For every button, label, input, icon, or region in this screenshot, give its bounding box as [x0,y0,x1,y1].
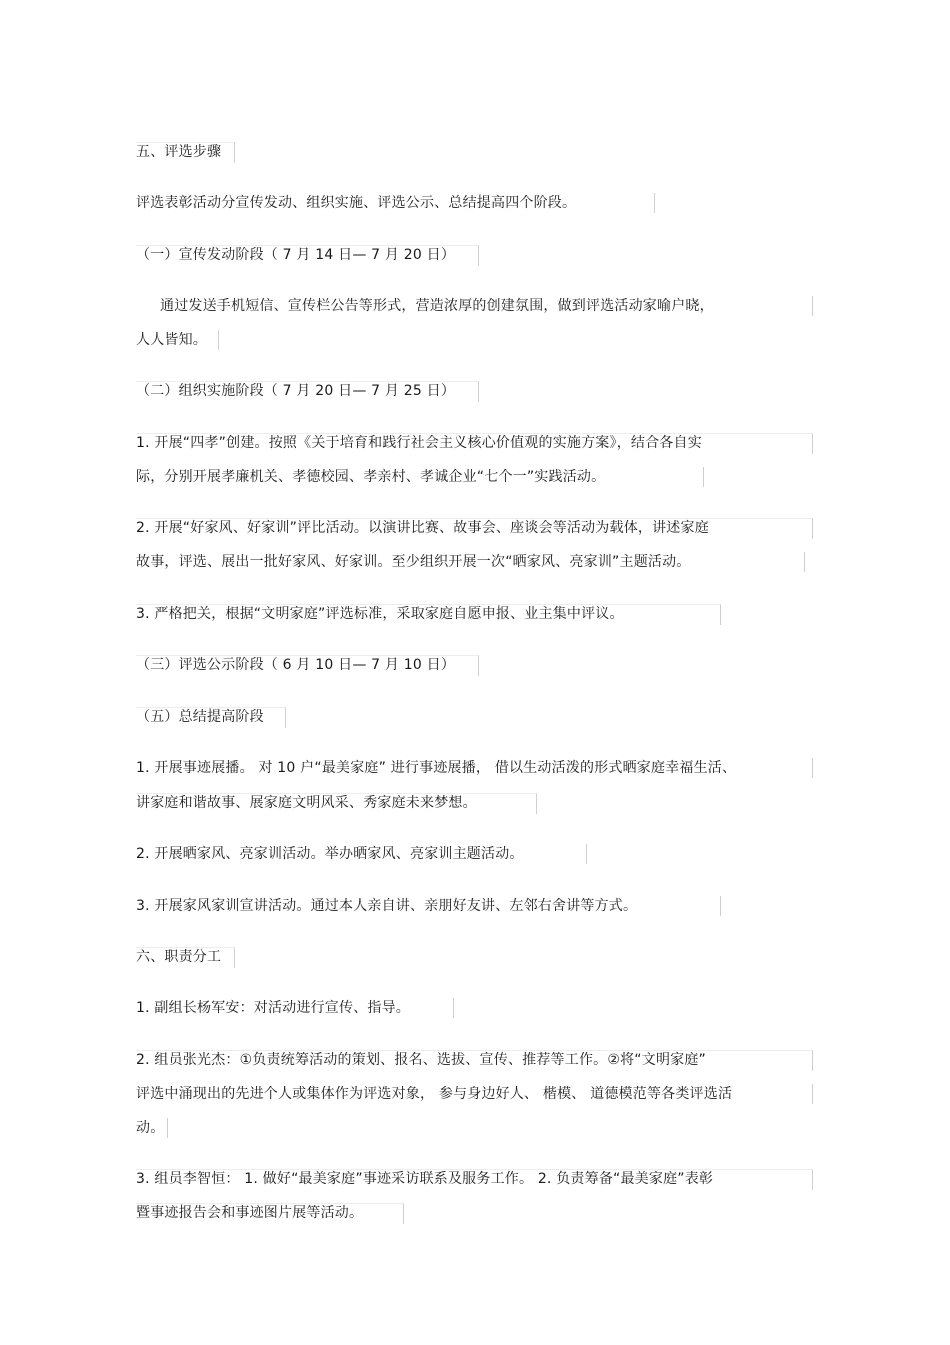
stage-2-item-2-line1: 2. 开展“好家风、好家训”评比活动。以演讲比赛、故事会、座谈会等活动为载体，讲述家庭 [136,520,709,536]
stage-5-item-1-line1: 1. 开展事迹展播。 对 10 户“最美家庭” 进行事迹展播， 借以生动活泼的形式晒家庭幸福生活、 [136,760,737,776]
stage-2-title: （二）组织实施阶段（ 7 月 20 日— 7 月 25 日） [136,383,456,399]
text-box-border [136,844,587,864]
text-box-border [136,245,479,266]
stage-5-item-2: 2. 开展晒家风、亮家训活动。举办晒家风、亮家训主题活动。 [136,846,524,862]
text-box-border [136,1050,813,1071]
duty-3-line1: 3. 组员李智恒： 1. 做好“最美家庭”事迹采访联系及服务工作。 2. 负责筹备“最美家庭”表彰 [136,1171,714,1187]
text-box-border [136,896,721,916]
stage-5-item-3: 3. 开展家风家训宣讲活动。通过本人亲自讲、亲朋好友讲、左邻右舍讲等方式。 [136,898,638,914]
text-box-border [136,552,805,572]
text-box-border [136,1169,813,1190]
text-box-border [136,518,813,539]
text-box-border [136,433,813,454]
text-box-border [136,142,235,163]
duty-2-line1: 2. 组员张光杰：①负责统筹活动的策划、报名、选拔、宣传、推荐等工作。②将“文明家庭” [136,1052,707,1068]
text-box-border [136,655,479,676]
text-box-border [136,604,721,625]
duty-2-line3: 动。 [136,1120,165,1136]
stage-1-title: （一）宣传发动阶段（ 7 月 14 日— 7 月 20 日） [136,247,456,263]
text-box-border [136,947,235,968]
text-box-border [136,707,286,728]
stage-2-item-2-line2: 故事，评选、展出一批好家风、好家训。至少组织开展一次“晒家风、亮家训”主题活动。 [136,554,691,570]
stage-1-paragraph-line1: 通过发送手机短信、宣传栏公告等形式，营造浓厚的创建氛围，做到评选活动家喻户晓， [160,298,714,314]
text-box-border [136,758,813,778]
stage-3-title: （三）评选公示阶段（ 6 月 10 日— 7 月 10 日） [136,657,456,673]
text-box-border [136,193,655,213]
section-heading-evaluation-steps: 五、评选步骤 [136,144,222,160]
text-box-border [136,330,219,350]
stage-2-item-3: 3. 严格把关，根据“文明家庭”评选标准，采取家庭自愿申报、业主集中评议。 [136,606,624,622]
stage-2-item-1-line2: 际，分别开展孝廉机关、孝德校园、孝亲村、孝诚企业“七个一”实践活动。 [136,469,606,485]
duty-1: 1. 副组长杨军安：对活动进行宣传、指导。 [136,1000,411,1016]
section-heading-duties: 六、职责分工 [136,949,222,965]
text-box-border [136,998,454,1018]
stage-2-item-1-line1: 1. 开展“四孝”创建。按照《关于培育和践行社会主义核心价值观的实施方案》，结合各自实 [136,435,702,451]
stage-5-title: （五）总结提高阶段 [136,709,264,725]
text-box-border [136,381,479,402]
section-intro: 评选表彰活动分宣传发动、组织实施、评选公示、总结提高四个阶段。 [136,195,577,211]
text-box-border [136,1118,168,1138]
stage-5-item-1-line2: 讲家庭和谐故事、展家庭文明风采、秀家庭未来梦想。 [136,795,477,811]
duty-3-line2: 暨事迹报告会和事迹图片展等活动。 [136,1205,364,1221]
text-box-border [136,793,537,814]
stage-1-paragraph-line2: 人人皆知。 [136,332,207,348]
text-box-border [136,1084,813,1104]
duty-2-line2: 评选中涌现出的先进个人或集体作为评选对象， 参与身边好人、 楷模、 道德模范等各类评选活 [136,1086,733,1102]
text-box-border [136,1203,404,1224]
text-box-border [136,467,704,487]
text-box-border [136,296,813,316]
